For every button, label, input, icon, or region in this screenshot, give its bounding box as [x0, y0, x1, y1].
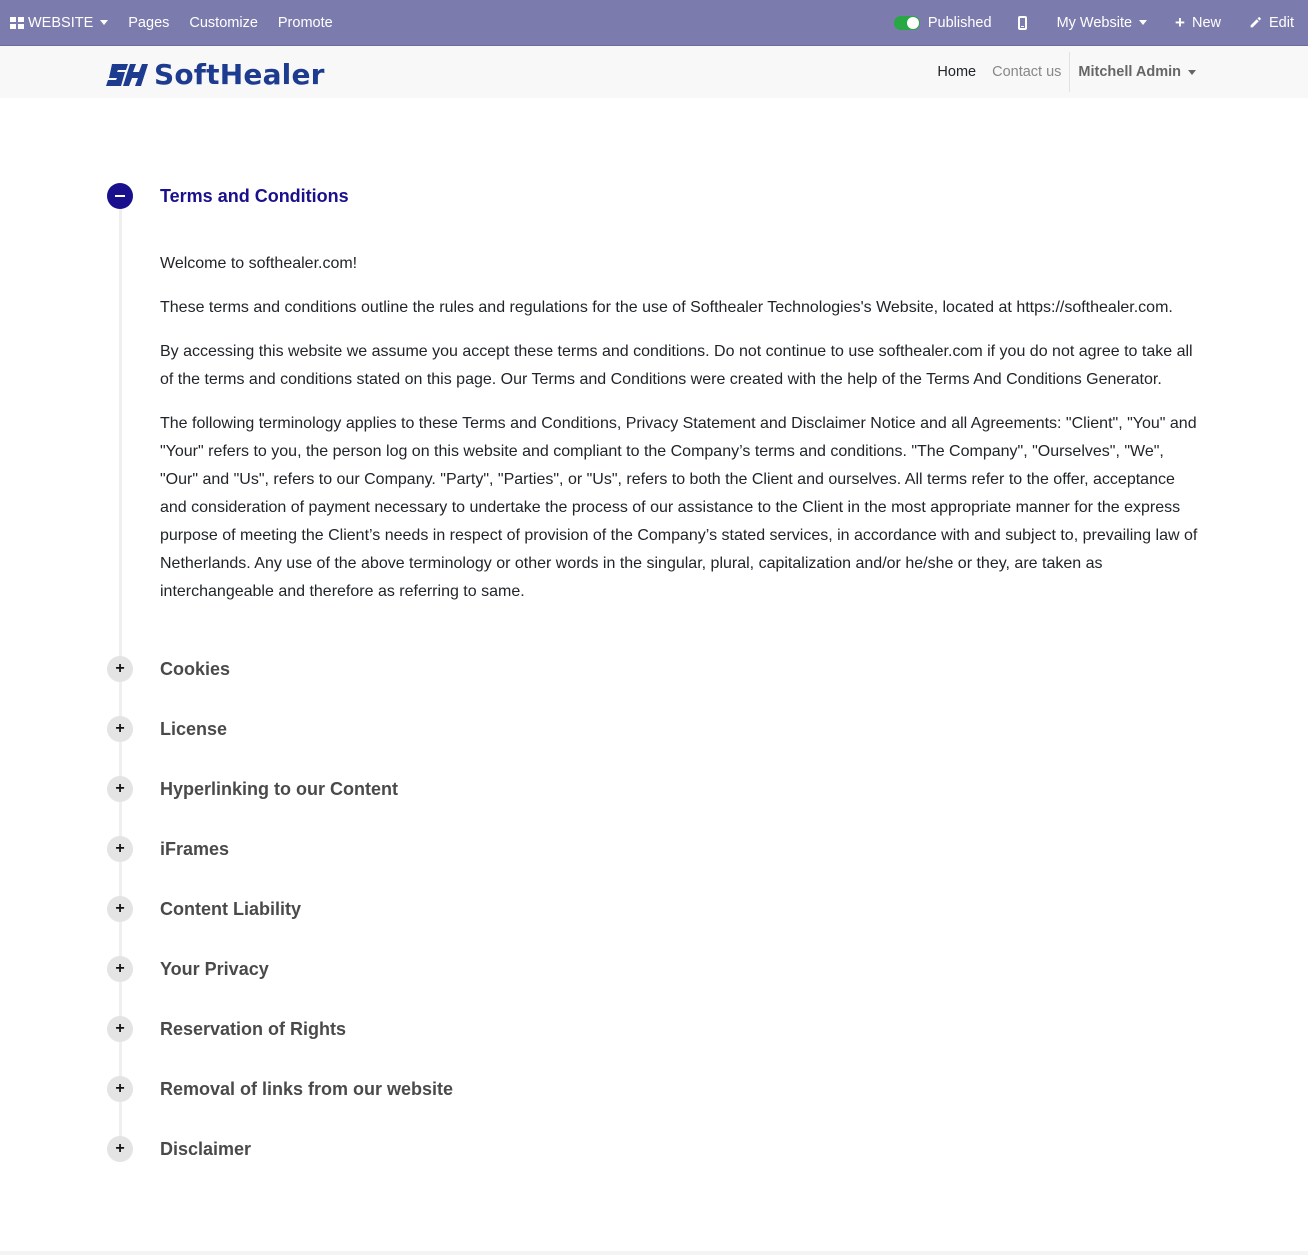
expand-plus-icon[interactable]: + [107, 1016, 133, 1042]
logo-text: SoftHealer [154, 58, 325, 91]
expand-plus-icon[interactable]: + [107, 656, 133, 682]
content-paragraph: These terms and conditions outline the rules and regulations for the use of Softhealer Technologies's Website, located at https://softhealer.com. [160, 299, 1173, 316]
section-title-terms[interactable]: Terms and Conditions [160, 185, 349, 206]
section-title[interactable]: Removal of links from our website [160, 1078, 454, 1099]
accordion-section-your-privacy[interactable] [107, 956, 269, 982]
expand-plus-icon[interactable]: + [107, 836, 133, 862]
section-title[interactable]: Your Privacy [160, 958, 269, 979]
section-title[interactable]: Hyperlinking to our Content [160, 778, 398, 799]
new-label: New [1191, 14, 1221, 31]
main-nav [929, 46, 1204, 98]
accordion-section-disclaimer[interactable] [107, 1136, 251, 1162]
expand-plus-icon[interactable]: + [107, 1076, 133, 1102]
section-title[interactable]: License [160, 718, 228, 739]
published-toggle[interactable] [884, 0, 1006, 45]
user-menu-dropdown[interactable] [1070, 64, 1204, 80]
section-title[interactable]: Reservation of Rights [160, 1018, 347, 1039]
mobile-preview-button[interactable] [1006, 0, 1047, 45]
apps-grid-icon [10, 17, 24, 29]
accordion-section-reservation[interactable] [107, 1016, 346, 1042]
content-paragraph: By accessing this website we assume you accept these terms and conditions. Do not continue to use softhealer.com if you do not agree to take all of the terms and conditions stated on this page. Our Terms and Conditions were created with the help of the Terms And Conditions Generator. [160, 343, 1193, 388]
promote-menu[interactable]: Promote [277, 14, 333, 31]
section-content [160, 250, 1200, 622]
footer-divider [0, 1251, 1308, 1255]
accordion-section-hyperlinking[interactable] [107, 776, 398, 802]
content-paragraph: The following terminology applies to these Terms and Conditions, Privacy Statement and Disclaimer Notice and all Agreements: "Client", "You" and "Your" refers to you, the person log on this website and compliant to the Company’s terms and conditions. "The Company", "Ourselves", "We", "Our" and "Us", refers to our Company. "Party", "Parties", or "Us", refers to both the Client and ourselves. All terms refer to the offer, acceptance and consideration of payment necessary to undertake the process of our assistance to the Client in the most appropriate manner for the express purpose of meeting the Client’s needs in respect of provision of the Company’s stated services, in accordance with and subject to, prevailing law of Netherlands. Any use of the above terminology or other words in the singular, plural, capitalization and/or he/she or they, are taken as interchangeable and therefore as referring to same. [160, 415, 1198, 600]
accordion-section-license[interactable] [107, 716, 227, 742]
nav-home[interactable]: Home [937, 64, 977, 80]
caret-down-icon [100, 20, 108, 25]
mobile-icon [1018, 16, 1027, 30]
new-button[interactable] [1165, 0, 1239, 45]
caret-down-icon [1188, 70, 1196, 75]
accordion-section-removal-links[interactable] [107, 1076, 453, 1102]
section-title[interactable]: Disclaimer [160, 1138, 252, 1159]
softhealer-logo-icon [106, 62, 148, 88]
admin-bar [0, 0, 1308, 46]
section-title[interactable]: Content Liability [160, 898, 301, 919]
edit-label: Edit [1269, 14, 1294, 31]
plus-icon: + [1175, 13, 1185, 32]
expand-plus-icon[interactable]: + [107, 956, 133, 982]
accordion-section-open[interactable] [107, 183, 349, 209]
accordion-section-cookies[interactable] [107, 656, 230, 682]
caret-down-icon [1139, 20, 1147, 25]
expand-plus-icon[interactable]: + [107, 1136, 133, 1162]
customize-menu[interactable]: Customize [189, 14, 258, 31]
site-header [0, 46, 1308, 98]
website-menu-label: WEBSITE [28, 14, 94, 31]
expand-plus-icon[interactable]: + [107, 716, 133, 742]
content-paragraph: Welcome to softhealer.com! [160, 255, 358, 272]
expand-plus-icon[interactable]: + [107, 896, 133, 922]
section-title[interactable]: Cookies [160, 658, 231, 679]
published-label: Published [927, 14, 992, 31]
accordion-section-content-liability[interactable] [107, 896, 301, 922]
user-name: Mitchell Admin [1078, 64, 1181, 80]
expand-plus-icon[interactable]: + [107, 776, 133, 802]
my-website-label: My Website [1056, 14, 1133, 31]
toggle-switch-icon [894, 16, 920, 30]
website-menu-button[interactable] [0, 0, 118, 45]
collapse-minus-icon[interactable] [107, 183, 133, 209]
edit-button[interactable] [1239, 0, 1308, 45]
nav-contact-us[interactable]: Contact us [992, 64, 1062, 80]
pages-menu[interactable]: Pages [128, 14, 170, 31]
accordion-section-iframes[interactable] [107, 836, 229, 862]
site-logo[interactable] [106, 58, 325, 91]
my-website-dropdown[interactable] [1047, 0, 1165, 45]
pencil-icon [1249, 16, 1262, 29]
section-title[interactable]: iFrames [160, 838, 230, 859]
